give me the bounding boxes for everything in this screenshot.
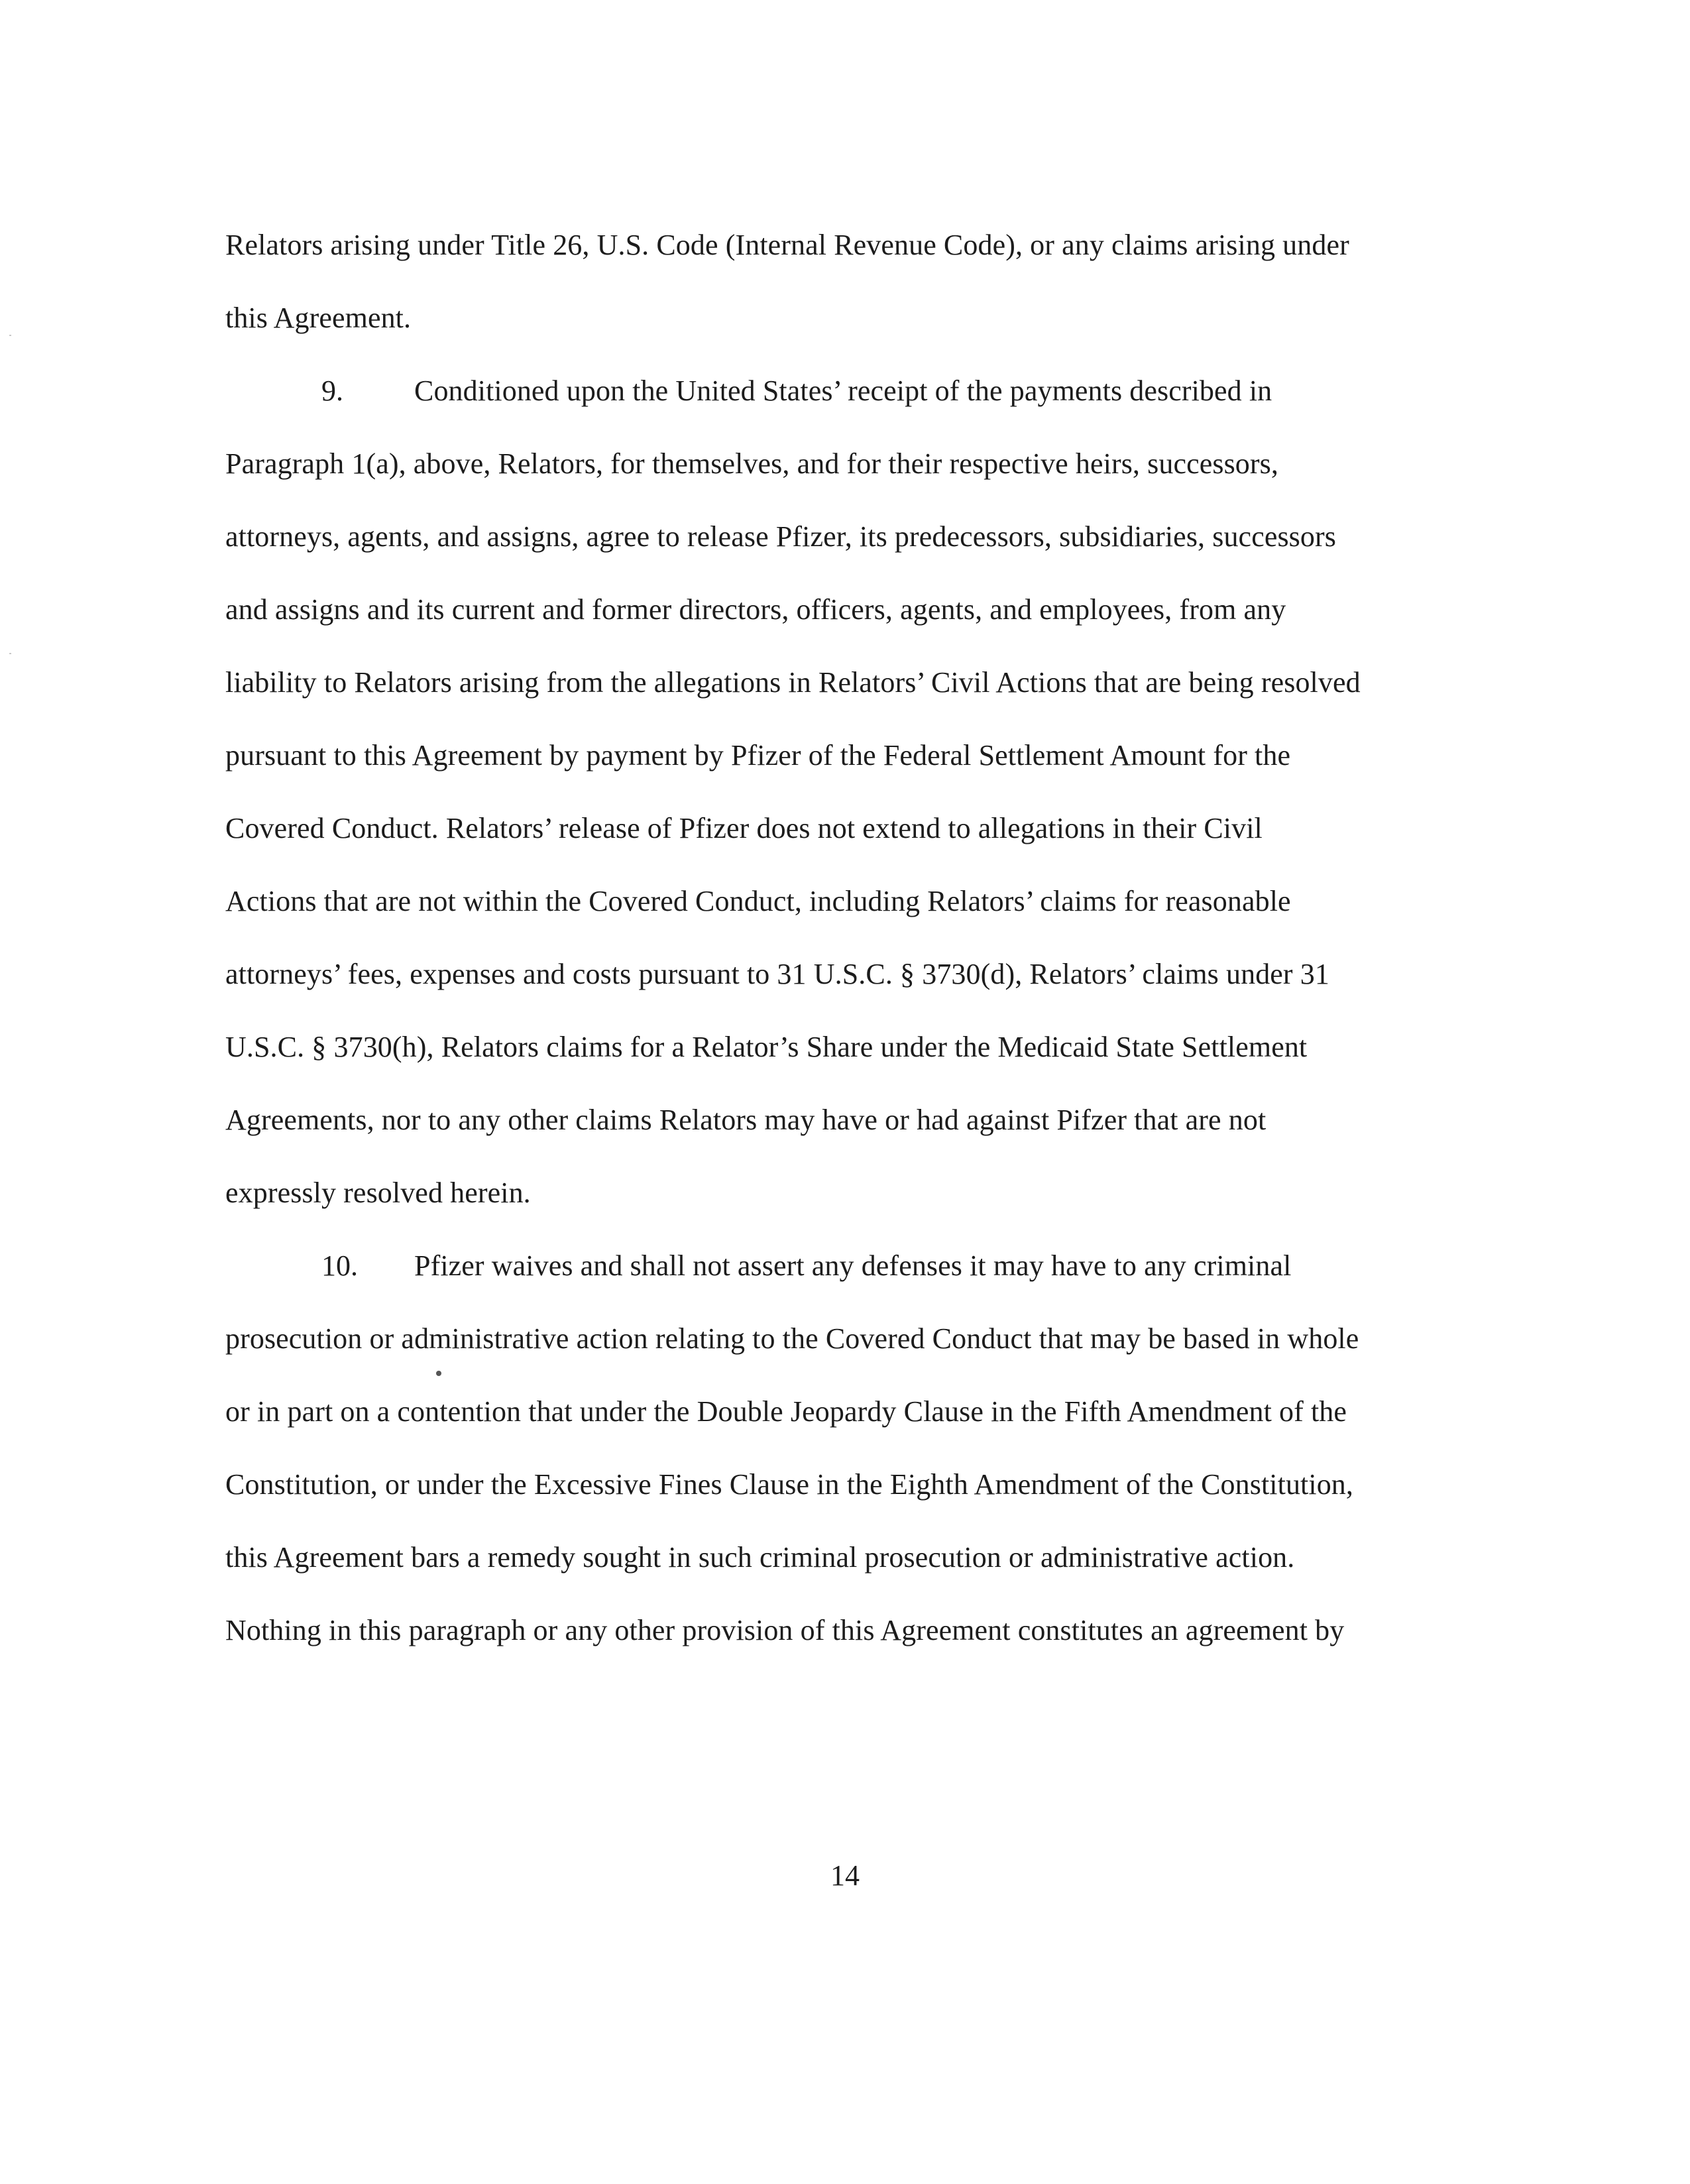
text-line: liability to Relators arising from the allegations in Relators’ Civil Actions that are being resolved [225, 666, 1361, 699]
text-line: Nothing in this paragraph or any other provision of this Agreement constitutes an agreement by [225, 1614, 1345, 1646]
text-line: U.S.C. § 3730(h), Relators claims for a Relator’s Share under the Medicaid State Settlement [225, 1031, 1308, 1063]
text-line: Paragraph 1(a), above, Relators, for themselves, and for their respective heirs, successors, [225, 447, 1278, 480]
text-line: or in part on a contention that under the Double Jeopardy Clause in the Fifth Amendment of the [225, 1395, 1347, 1428]
text-line: this Agreement bars a remedy sought in such criminal prosecution or administrative action. [225, 1541, 1295, 1574]
text-line: pursuant to this Agreement by payment by Pfizer of the Federal Settlement Amount for the [225, 739, 1291, 772]
scan-speck [436, 1371, 441, 1376]
text-line: Actions that are not within the Covered Conduct, including Relators’ claims for reasonable [225, 885, 1291, 917]
text-line: prosecution or administrative action relating to the Covered Conduct that may be based in whole [225, 1322, 1359, 1355]
text-line: Constitution, or under the Excessive Fines Clause in the Eighth Amendment of the Constitution, [225, 1468, 1354, 1501]
text-line: attorneys, agents, and assigns, agree to release Pfizer, its predecessors, subsidiaries, successors [225, 520, 1336, 553]
scan-mark [9, 653, 11, 654]
text-line: expressly resolved herein. [225, 1177, 531, 1209]
paragraph-first-line: Conditioned upon the United States’ receipt of the payments described in [414, 374, 1272, 407]
scan-mark [9, 335, 11, 336]
text-line: attorneys’ fees, expenses and costs pursuant to 31 U.S.C. § 3730(d), Relators’ claims under 31 [225, 958, 1329, 990]
page-number: 14 [830, 1859, 860, 1892]
text-line: Relators arising under Title 26, U.S. Code (Internal Revenue Code), or any claims arising under [225, 229, 1349, 261]
text-line: and assigns and its current and former directors, officers, agents, and employees, from any [225, 593, 1286, 626]
text-line: this Agreement. [225, 302, 412, 334]
paragraph-number: 10. [321, 1249, 358, 1282]
paragraph-number: 9. [321, 374, 343, 407]
text-line: Agreements, nor to any other claims Relators may have or had against Pifzer that are not [225, 1104, 1267, 1136]
text-line: Covered Conduct. Relators’ release of Pfizer does not extend to allegations in their Civil [225, 812, 1263, 844]
paragraph-first-line: Pfizer waives and shall not assert any defenses it may have to any criminal [414, 1249, 1292, 1282]
